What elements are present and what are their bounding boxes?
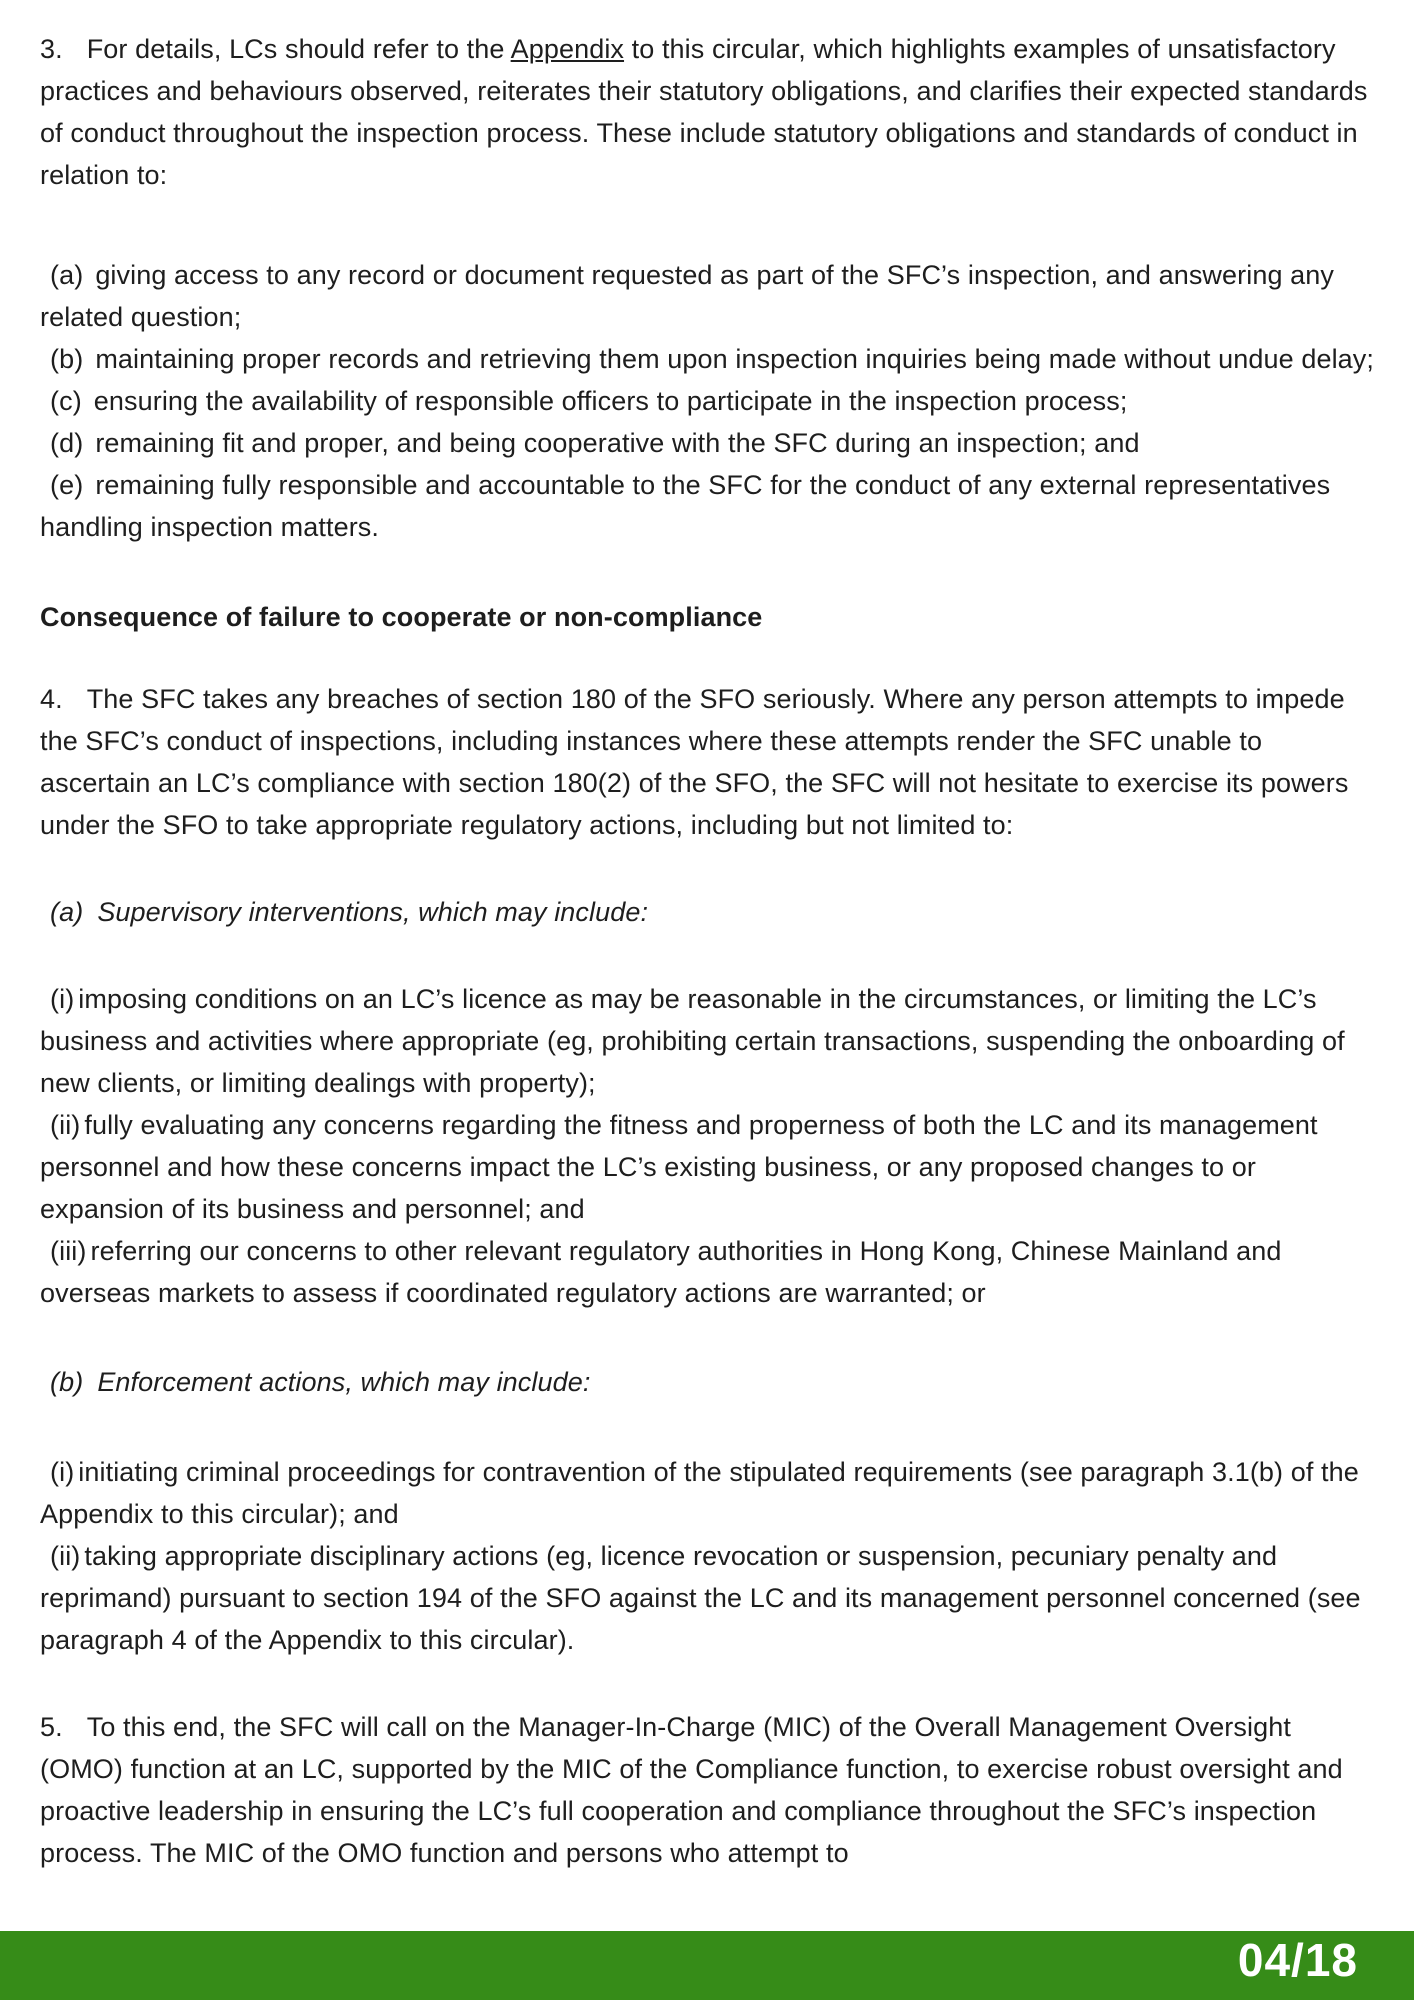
footer-bar — [0, 1931, 1414, 2000]
paragraph-5-number: 5. — [40, 1712, 63, 1742]
obligation-text-c: ensuring the availability of responsible officers to participate in the inspection process; — [93, 386, 1128, 416]
supervisory-item-ii — [40, 1104, 1376, 1230]
paragraph-4-text: The SFC takes any breaches of section 180 of the SFO seriously. Where any person attempts to impede the SFC’s conduct of inspections, including instances where these attempts render the SFC unable to ascertain an LC’s compliance with section 180(2) of the SFO, the SFC will not hesitate to exercise its powers under the SFO to take appropriate regulatory actions, including but not limited to: — [40, 684, 1349, 840]
paragraph-3 — [40, 28, 1376, 196]
paragraph-4-number: 4. — [40, 684, 63, 714]
obligation-text-d: remaining fit and proper, and being cooperative with the SFC during an inspection; and — [95, 428, 1140, 458]
supervisory-label-iii: (iii) — [50, 1236, 87, 1266]
enforcement-label-ii: (ii) — [50, 1541, 81, 1571]
section-heading: Consequence of failure to cooperate or non-compliance — [40, 602, 763, 632]
supervisory-subheading-label: (a) — [50, 897, 84, 927]
paragraph-3-number: 3. — [40, 34, 63, 64]
obligation-item-a — [40, 254, 1376, 338]
obligation-text-e: remaining fully responsible and accountable to the SFC for the conduct of any external representatives handling inspection matters. — [40, 470, 1331, 542]
supervisory-text-ii: fully evaluating any concerns regarding the fitness and properness of both the LC and its management personnel and how these concerns impact the LC’s existing business, or any proposed changes to or expansion of its business and personnel; and — [40, 1110, 1318, 1224]
obligation-item-b — [40, 338, 1376, 380]
obligations-list — [40, 254, 1376, 548]
paragraph-4 — [40, 678, 1376, 846]
supervisory-text-i: imposing conditions on an LC’s licence as may be reasonable in the circumstances, or limiting the LC’s business and activities where appropriate (eg, prohibiting certain transactions, suspending the onboarding of new clients, or limiting dealings with property); — [40, 984, 1345, 1098]
enforcement-label-i: (i) — [50, 1457, 75, 1487]
paragraph-3-text-before-link: For details, LCs should refer to the — [86, 34, 511, 64]
enforcement-subheading-text: Enforcement actions, which may include: — [97, 1367, 591, 1397]
obligation-text-a: giving access to any record or document requested as part of the SFC’s inspection, and answering any related question; — [40, 260, 1334, 332]
page-number: 04/18 — [1237, 1934, 1358, 1986]
enforcement-item-i — [40, 1451, 1376, 1535]
supervisory-text-iii: referring our concerns to other relevant regulatory authorities in Hong Kong, Chinese Mainland and overseas markets to assess if coordinated regulatory actions are warranted; or — [40, 1236, 1282, 1308]
obligation-text-b: maintaining proper records and retrieving them upon inspection inquiries being made without undue delay; — [95, 344, 1374, 374]
supervisory-label-ii: (ii) — [50, 1110, 81, 1140]
paragraph-5 — [40, 1706, 1376, 1874]
paragraph-3-text-after-link: to this circular, which highlights examples of unsatisfactory practices and behaviours observed, reiterates their statutory obligations, and clarifies their expected standards of conduct throughout the inspection process. These include statutory obligations and standards of conduct in relation to: — [40, 34, 1368, 190]
enforcement-subheading — [40, 1361, 1376, 1403]
obligation-item-e — [40, 464, 1376, 548]
obligation-label-d: (d) — [50, 428, 84, 458]
supervisory-item-i — [40, 978, 1376, 1104]
supervisory-label-i: (i) — [50, 984, 75, 1014]
enforcement-item-ii — [40, 1535, 1376, 1661]
obligation-item-c — [40, 380, 1376, 422]
obligation-label-b: (b) — [50, 344, 84, 374]
obligation-label-e: (e) — [50, 470, 84, 500]
appendix-link[interactable]: Appendix — [510, 34, 625, 64]
obligation-label-c: (c) — [50, 386, 82, 416]
enforcement-text-i: initiating criminal proceedings for contravention of the stipulated requirements (see paragraph 3.1(b) of the Appendix to this circular); and — [40, 1457, 1359, 1529]
supervisory-subheading — [40, 891, 1376, 933]
enforcement-subheading-label: (b) — [50, 1367, 84, 1397]
obligation-label-a: (a) — [50, 260, 84, 290]
paragraph-5-text: To this end, the SFC will call on the Manager-In-Charge (MIC) of the Overall Management Oversight (OMO) function at an LC, supported by the MIC of the Compliance function, to exercise robust oversight and proactive leadership in ensuring the LC’s full cooperation and compliance throughout the SFC’s inspection process. The MIC of the OMO function and persons who attempt to — [40, 1712, 1343, 1868]
enforcement-items-list — [40, 1451, 1376, 1661]
obligation-item-d — [40, 422, 1376, 464]
enforcement-text-ii: taking appropriate disciplinary actions (eg, licence revocation or suspension, pecuniary penalty and reprimand) pursuant to section 194 of the SFO against the LC and its management personnel concerned (see paragraph 4 of the Appendix to this circular). — [40, 1541, 1361, 1655]
supervisory-subheading-text: Supervisory interventions, which may include: — [97, 897, 649, 927]
supervisory-items-list — [40, 978, 1376, 1314]
supervisory-item-iii — [40, 1230, 1376, 1314]
